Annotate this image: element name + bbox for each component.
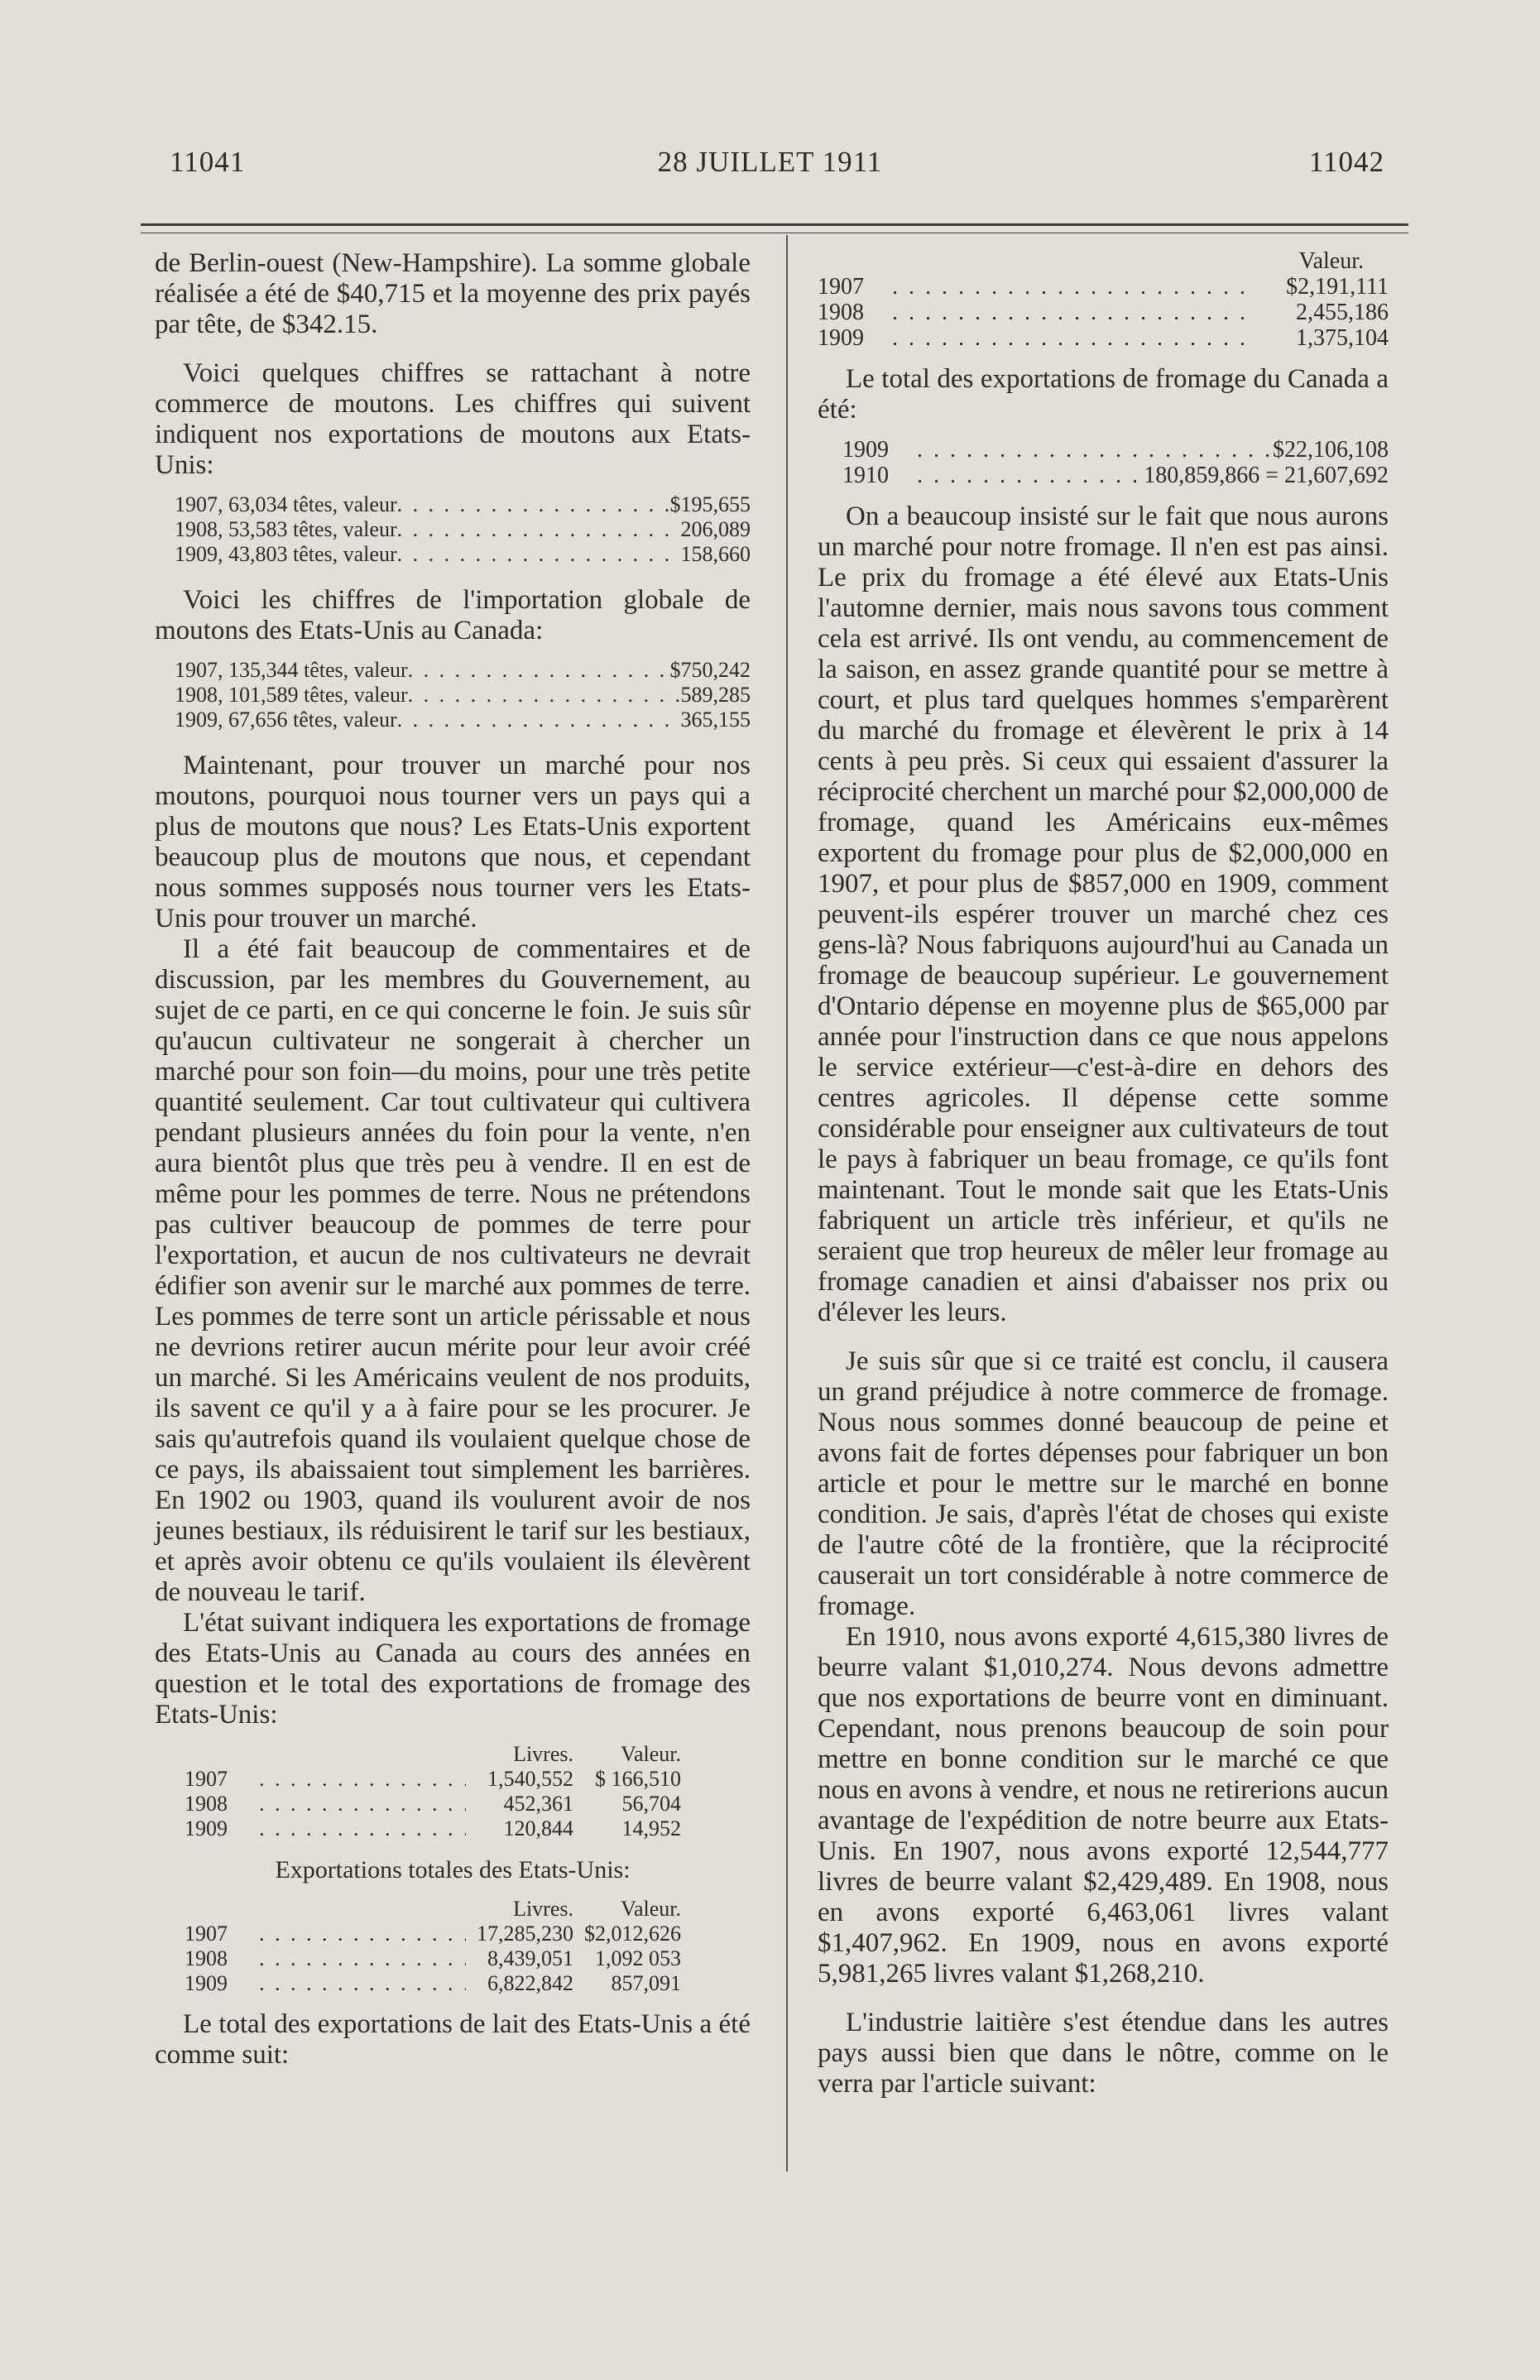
value-cell: 1,375,104 — [1296, 325, 1389, 351]
canada-cheese-table — [818, 437, 1389, 488]
table-row — [175, 658, 751, 683]
column-header: Livres. — [513, 1742, 573, 1766]
livres-cell: 6,822,842 — [487, 1971, 573, 1995]
livres-cell: 452,361 — [503, 1792, 573, 1816]
sheep-exports-table — [155, 492, 751, 567]
cheese-total-table — [155, 1897, 751, 1996]
cheese-to-canada-table — [155, 1742, 751, 1841]
table-row — [185, 1922, 751, 1946]
year-cell: 1908 — [818, 300, 864, 325]
paragraph: L'industrie laitière s'est étendue dans les autres pays aussi bien que dans le nôtre, comme on le verra par l'article suivant: — [818, 2008, 1389, 2099]
page-number-left: 11041 — [170, 146, 246, 178]
year-cell: 1909 — [185, 1971, 228, 1995]
table-row — [175, 683, 751, 708]
right-column — [818, 248, 1389, 2099]
table-header-row — [818, 248, 1389, 274]
paragraph: Le total des exportations de fromage du Canada a été: — [818, 364, 1389, 425]
column-header: Valeur. — [621, 1742, 681, 1766]
valeur-cell: $ 166,510 — [595, 1767, 681, 1791]
livres-cell: 8,439,051 — [487, 1946, 573, 1970]
table-row — [175, 542, 751, 567]
table-row — [842, 463, 1389, 488]
paragraph: Voici quelques chiffres se rattachant à notre commerce de moutons. Les chiffres qui suivent indiquent nos exportations de moutons aux Etats-Unis: — [155, 358, 751, 480]
table-row — [185, 1816, 751, 1841]
valeur-cell: 857,091 — [611, 1971, 681, 1995]
paragraph: L'état suivant indiquera les exportations de fromage des Etats-Unis au Canada au cours des années en question et le total des exportations de fromage des Etats-Unis: — [155, 1608, 751, 1730]
table-row — [185, 1792, 751, 1816]
paragraph: On a beaucoup insisté sur le fait que nous aurons un marché pour notre fromage. Il n'en est pas ainsi. Le prix du fromage a été élevé aux Etats-Unis l'automne dernier, mais nous savons tous comment cela est arrivé. Ils ont vendu, au commencement de la saison, en assez grande quantité pour se mettre à court, et plus tard quelques hommes s'emparèrent du marché du fromage et élevèrent le prix à 14 cents à peu près. Si ceux qui essaient d'assurer la réciprocité cherchent un marché pour $2,000,000 de fromage, quand les Américains eux-mêmes exportent du fromage pour plus de $2,000,000 en 1907, et pour plus de $857,000 en 1909, comment peuvent-ils espérer trouver un marché chez ces gens-là? Nous fabriquons aujourd'hui au Canada un fromage de beaucoup supérieur. Le gouvernement d'Ontario dépense en moyenne plus de $65,000 par année pour l'instruction dans ce que nous appelons le service extérieur—c'est-à-dire en dehors des centres agricoles. Il dépense cette somme considérable pour enseigner aux cultivateurs de tout le pays à fabriquer un beau fromage, ce qu'ils font maintenant. Tout le monde sait que les Etats-Unis fabriquent un article très inférieur, et qu'ils ne seraient que trop heureux de mêler leur fromage au fromage canadien et ainsi d'abaisser nos prix ou d'élever les leurs. — [818, 501, 1389, 1327]
row-label: 1907, 63,034 têtes, valeur — [175, 492, 397, 516]
column-header: Valeur. — [1298, 248, 1364, 274]
row-label: 1909, 67,656 têtes, valeur — [175, 708, 397, 732]
year-cell: 1907 — [185, 1922, 228, 1946]
value-cell: 2,455,186 — [1296, 300, 1389, 325]
valeur-cell: 1,092 053 — [595, 1946, 681, 1970]
row-value: 365,155 — [680, 708, 751, 732]
year-cell: 1910 — [842, 463, 889, 488]
year-cell: 1908 — [185, 1792, 228, 1816]
livres-cell: 17,285,230 — [477, 1922, 573, 1946]
column-divider — [786, 235, 788, 2171]
year-cell: 1908 — [185, 1946, 228, 1970]
table-row — [818, 300, 1389, 325]
table-row — [175, 492, 751, 517]
table-row — [185, 1946, 751, 1971]
sheep-imports-table — [155, 658, 751, 732]
page-date: 28 JUILLET 1911 — [657, 146, 883, 178]
value-cell: $22,106,108 — [1273, 437, 1389, 463]
valeur-cell: 14,952 — [621, 1816, 681, 1840]
row-value: 158,660 — [680, 542, 751, 566]
valeur-cell: $2,012,626 — [584, 1922, 681, 1946]
table-row — [818, 274, 1389, 300]
paragraph: Le total des exportations de lait des Etats-Unis a été comme suit: — [155, 2009, 751, 2070]
table-row — [185, 1971, 751, 1996]
valeur-cell: 56,704 — [621, 1792, 681, 1816]
paragraph: Il a été fait beaucoup de commentaires et de discussion, par les membres du Gouvernement, au sujet de ce parti, en ce qui concerne le foin. Je suis sûr qu'aucun cultivateur ne songerait à chercher un marché pour son foin—du moins, pour une très petite quantité seulement. Car tout cultivateur qui cultivera pendant plusieurs années du foin pour la vente, n'en aura bientôt plus que très peu à vendre. Il en est de même pour les pommes de terre. Nous ne prétendons pas cultiver beaucoup de pommes de terre pour l'exportation, et aucun de nos cultivateurs ne devrait édifier son avenir sur le marché aux pommes de terre. Les pommes de terre sont un article périssable et nous ne devrions retirer aucun mérite pour leur avoir créé un marché. Si les Américains veulent de nos produits, ils savent ce qu'il y a à faire pour se les procurer. Je sais qu'autrefois quand ils voulaient quelque chose de ce pays, ils abaissaient tout simplement les barrières. En 1902 ou 1903, quand ils voulurent avoir de nos jeunes bestiaux, ils réduisirent le tarif sur les bestiaux, et après avoir obtenu ce qu'ils voulaient ils élevèrent de nouveau le tarif. — [155, 934, 751, 1607]
paragraph: Maintenant, pour trouver un marché pour nos moutons, pourquoi nous tourner vers un pays qui a plus de moutons que nous? Les Etats-Unis exportent beaucoup plus de moutons que nous, et cependant nous sommes supposés nous tourner vers les Etats-Unis pour trouver un marché. — [155, 751, 751, 933]
table-row — [175, 708, 751, 732]
value-cell: 180,859,866 = 21,607,692 — [1144, 463, 1389, 488]
year-cell: 1909 — [842, 437, 889, 463]
table-header-row — [185, 1742, 751, 1767]
header-rule — [141, 223, 1408, 226]
paragraph: En 1910, nous avons exporté 4,615,380 livres de beurre valant $1,010,274. Nous devons admettre que nos exportations de beurre vont en diminuant. Cependant, nous prenons beaucoup de soin pour mettre en bonne condition sur le marché ce que nous en avons à vendre, et nous ne retirerions aucun avantage de l'expédition de notre beurre aux Etats-Unis. En 1907, nous avons exporté 12,544,777 livres de beurre valant $2,429,489. En 1908, nous en avons exporté 6,463,061 livres valant $1,407,962. En 1909, nous en avons exporté 5,981,265 livres valant $1,268,210. — [818, 1622, 1389, 1989]
year-cell: 1907 — [185, 1767, 228, 1791]
row-label: 1909, 43,803 têtes, valeur — [175, 542, 397, 566]
row-value: $195,655 — [669, 492, 751, 516]
milk-exports-table — [818, 248, 1389, 351]
livres-cell: 1,540,552 — [487, 1767, 573, 1791]
table-row — [185, 1767, 751, 1792]
livres-cell: 120,844 — [503, 1816, 573, 1840]
year-cell: 1909 — [185, 1816, 228, 1840]
table-row — [818, 325, 1389, 351]
column-header: Valeur. — [621, 1897, 681, 1921]
year-cell: 1909 — [818, 325, 864, 351]
paragraph: de Berlin-ouest (New-Hampshire). La somme globale réalisée a été de $40,715 et la moyenne des prix payés par tête, de $342.15. — [155, 248, 751, 339]
row-label: 1908, 53,583 têtes, valeur — [175, 517, 397, 541]
row-label: 1908, 101,589 têtes, valeur — [175, 683, 408, 707]
column-header: Livres. — [513, 1897, 573, 1921]
value-cell: $2,191,111 — [1286, 274, 1389, 300]
year-cell: 1907 — [818, 274, 864, 300]
row-label: 1907, 135,344 têtes, valeur — [175, 658, 408, 682]
paragraph: Je suis sûr que si ce traité est conclu, il causera un grand préjudice à notre commerce de fromage. Nous nous sommes donné beaucoup de peine et avons fait de fortes dépenses pour fabriquer un bon article et pour le mettre sur le marché en bonne condition. Je sais, d'après l'état de choses qui existe de l'autre côté de la frontière, que la réciprocité causerait un tort considérable à notre commerce de fromage. — [818, 1346, 1389, 1621]
table-row — [842, 437, 1389, 463]
page-number-right: 11042 — [1308, 146, 1384, 178]
table-title: Exportations totales des Etats-Unis: — [275, 1856, 631, 1883]
row-value: $750,242 — [669, 658, 751, 682]
table-header-row — [185, 1897, 751, 1922]
row-value: 206,089 — [680, 517, 751, 541]
row-value: 589,285 — [680, 683, 751, 707]
table-row — [175, 517, 751, 542]
left-column — [155, 248, 751, 2071]
paragraph: Voici les chiffres de l'importation globale de moutons des Etats-Unis au Canada: — [155, 585, 751, 645]
